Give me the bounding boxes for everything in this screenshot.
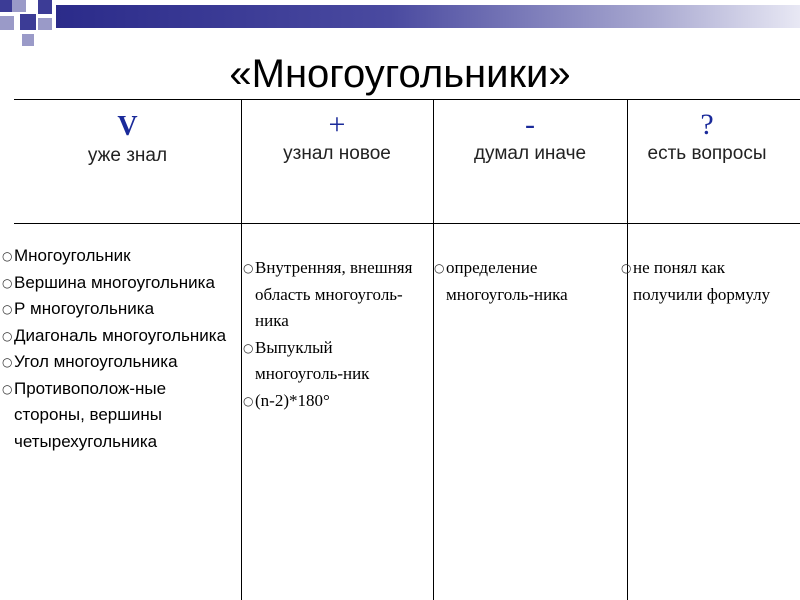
circle-bullet-icon: ○	[243, 261, 254, 275]
circle-bullet-icon: ○	[2, 328, 13, 343]
column-symbol: +	[328, 108, 346, 141]
deco-square	[20, 14, 36, 30]
circle-bullet-icon: ○	[621, 261, 632, 275]
list-item: ○ не понял как получили формулу	[621, 255, 781, 308]
column-label: узнал новое	[283, 143, 391, 164]
list-item: ○ Р многоугольника	[2, 296, 238, 323]
column-2-list	[243, 255, 423, 414]
column-label: уже знал	[87, 145, 168, 166]
list-item: ○ Противополож-ные стороны, вершины четырехугольника	[2, 376, 238, 456]
list-item: ○ Диагональ многоугольника	[2, 323, 238, 350]
slide-title: «Многоугольники»	[229, 52, 571, 96]
list-item: ○ Угол многоугольника	[2, 349, 238, 376]
table-col-divider	[627, 99, 628, 600]
column-3-list	[434, 255, 624, 308]
circle-bullet-icon: ○	[2, 381, 13, 396]
circle-bullet-icon: ○	[243, 340, 254, 355]
column-header-known	[14, 110, 241, 168]
column-header-questions	[642, 108, 772, 166]
deco-square	[12, 0, 26, 12]
deco-square	[0, 16, 14, 30]
deco-square	[38, 18, 52, 30]
header-gradient-bar	[56, 5, 800, 28]
table-col-divider	[241, 99, 242, 600]
list-item: ○ Внутренняя, внешняя область многоуголь-ника	[243, 255, 423, 335]
column-1-list	[2, 243, 238, 455]
table-top-border	[14, 99, 800, 100]
column-header-new	[241, 108, 433, 166]
deco-square	[0, 0, 12, 12]
list-item: ○ определение многоуголь-ника	[434, 255, 624, 308]
circle-bullet-icon: ○	[2, 302, 13, 316]
list-item: ○ Вершина многоугольника	[2, 270, 238, 297]
table-col-divider	[433, 99, 434, 600]
table-header-divider	[14, 223, 800, 224]
circle-bullet-icon: ○	[2, 249, 13, 263]
column-label: думал иначе	[473, 143, 587, 164]
column-symbol: V	[117, 111, 138, 142]
list-item: ○ (n-2)*180°	[243, 388, 423, 415]
column-symbol: ?	[700, 108, 714, 141]
column-label: есть вопросы	[647, 143, 767, 164]
circle-bullet-icon: ○	[434, 261, 445, 275]
column-symbol: -	[525, 108, 535, 141]
column-header-thought-otherwise	[433, 108, 627, 166]
deco-square	[38, 0, 52, 14]
circle-bullet-icon: ○	[2, 355, 13, 369]
circle-bullet-icon: ○	[2, 275, 13, 290]
header-decoration	[0, 0, 800, 50]
deco-square	[22, 34, 34, 46]
list-item: ○ Многоугольник	[2, 243, 238, 270]
circle-bullet-icon: ○	[243, 393, 254, 408]
list-item: ○ Выпуклый многоуголь-ник	[243, 335, 423, 388]
column-4-list	[621, 255, 781, 308]
